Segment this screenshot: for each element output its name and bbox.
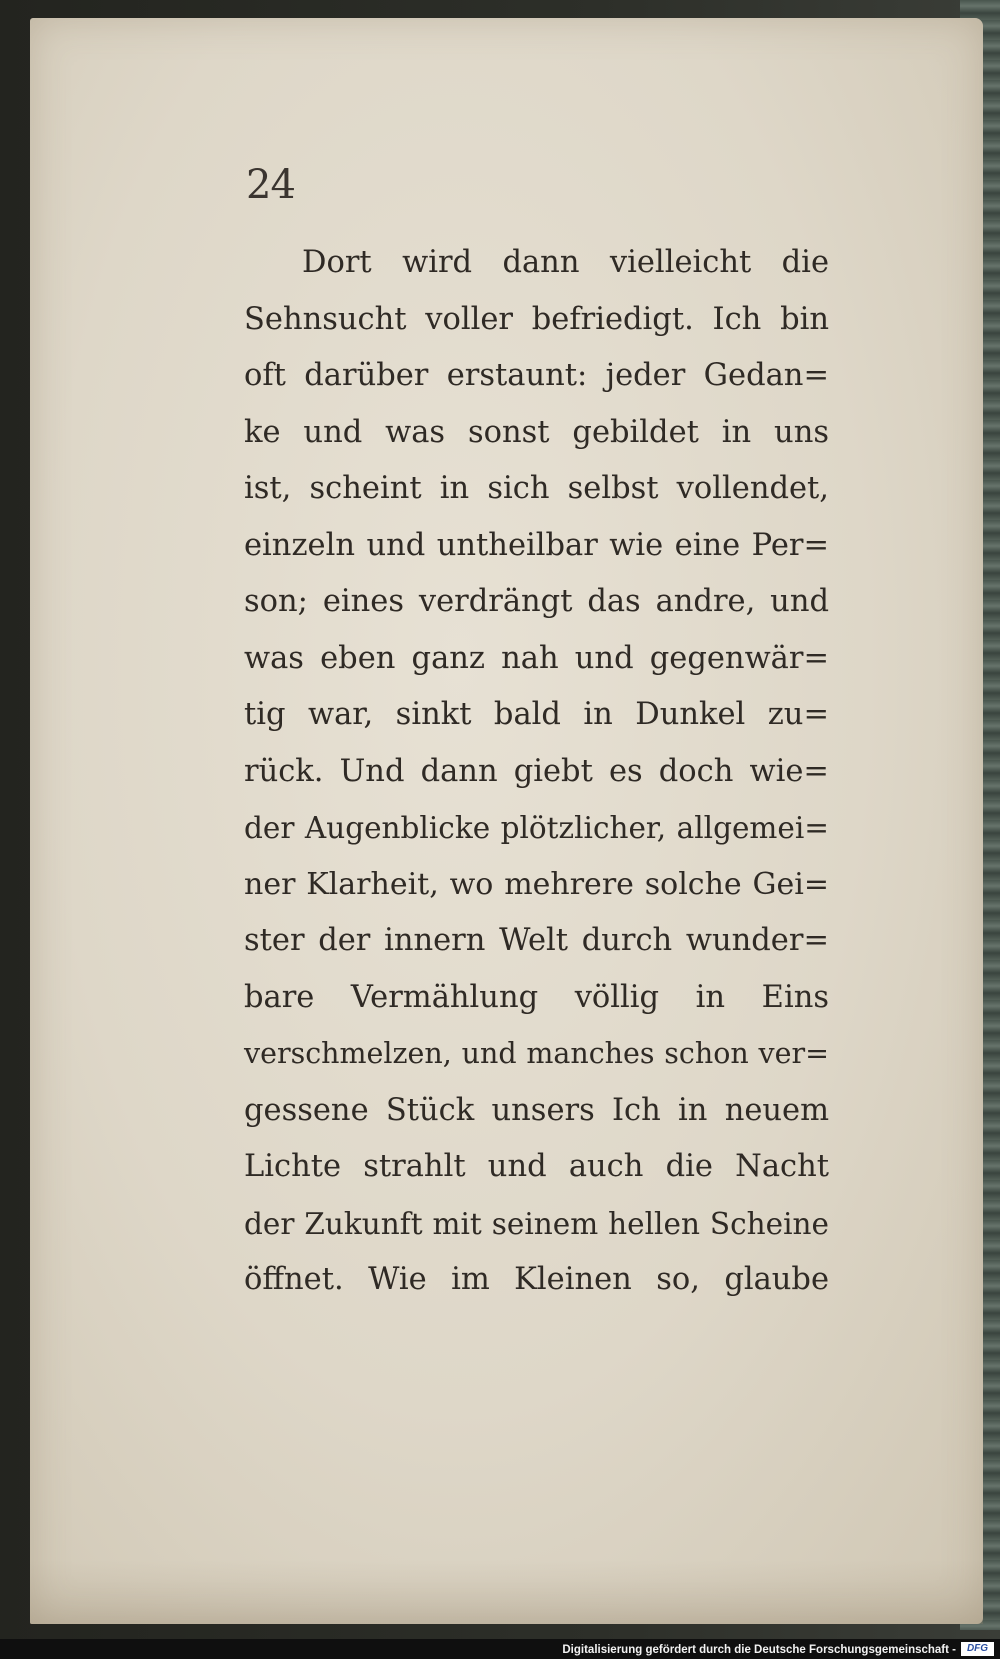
text-line: ster der innern Welt durch wunder= [244, 923, 829, 958]
text-line: gessene Stück unsers Ich in neuem [244, 1092, 829, 1128]
funding-credit: Digitalisierung gefördert durch die Deutsche Forschungsgemeinschaft - [562, 1644, 956, 1656]
dfg-logo: DFG [961, 1642, 994, 1656]
text-line: was eben ganz nah und gegenwär= [244, 640, 829, 676]
text-line: tig war, sinkt bald in Dunkel zu= [244, 697, 829, 732]
page-number: 24 [246, 162, 295, 208]
text-line: verschmelzen, und manches schon ver= [244, 1037, 829, 1070]
text-line: ner Klarheit, wo mehrere solche Gei= [244, 866, 829, 902]
text-line: rück. Und dann giebt es doch wie= [244, 753, 829, 789]
body-text [244, 235, 829, 1309]
text-line: öffnet. Wie im Kleinen so, glaube [244, 1262, 829, 1297]
digitization-footer [0, 1639, 1000, 1659]
text-line: son; eines verdrängt das andre, und [244, 584, 829, 619]
text-line: Sehnsucht voller befriedigt. Ich bin [244, 301, 829, 337]
text-line: der Zukunft mit seinem hellen Scheine [244, 1206, 829, 1241]
text-line: Lichte strahlt und auch die Nacht [244, 1149, 829, 1184]
text-line: ke und was sonst gebildet in uns [244, 414, 829, 450]
text-line: der Augenblicke plötzlicher, allgemei= [244, 811, 829, 845]
text-line: ist, scheint in sich selbst vollendet, [244, 471, 829, 506]
text-line: bare Vermählung völlig in Eins [244, 979, 829, 1015]
text-line: oft darüber erstaunt: jeder Gedan= [244, 358, 829, 393]
text-line: einzeln und untheilbar wie eine Per= [244, 527, 829, 563]
text-line: Dort wird dann vielleicht die [302, 245, 829, 280]
